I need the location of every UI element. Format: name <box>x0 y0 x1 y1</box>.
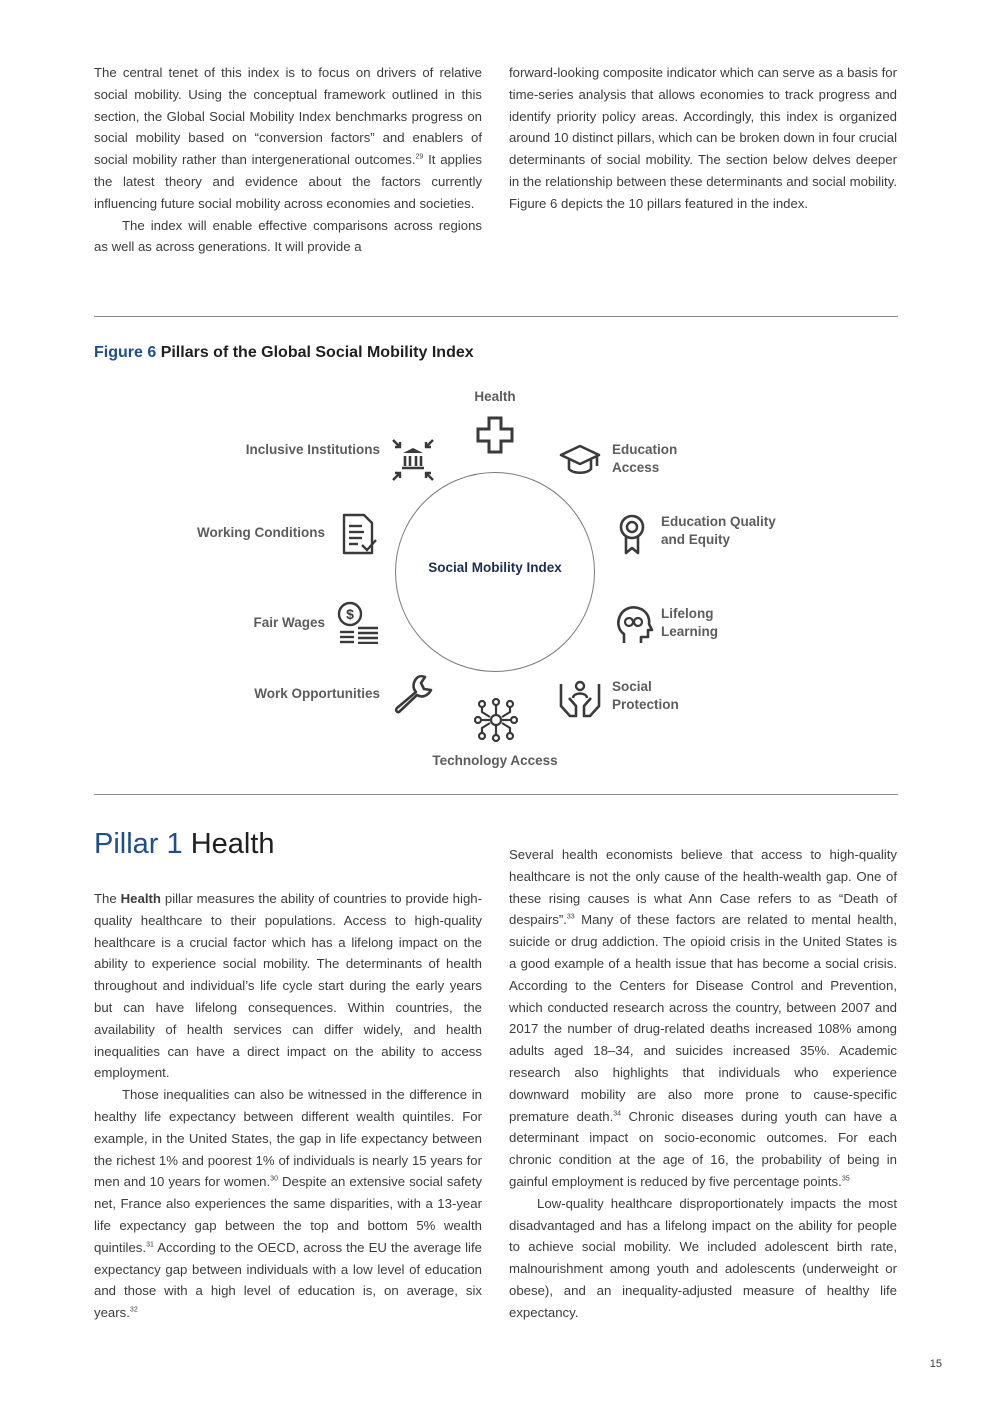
health-cross-icon <box>474 414 518 458</box>
footnote-ref[interactable]: 30 <box>270 1175 278 1183</box>
figure-number: Figure 6 <box>94 344 157 361</box>
intro-paragraph-1: The central tenet of this index is to focus on drivers of relative social mobility. Using the conceptual framework outlined in this section, the Global Social Mobility Index benchmarks progress on social mobility based on “conversion factors” and enablers of social mobility rather than intergenerational outcomes.$^{29}$ It applies the latest theory and evidence about the factors currently influencing future social mobility across economies and societies. <box>94 65 482 211</box>
pillar-label-education-access: Education Access <box>612 442 678 475</box>
divider-bottom <box>94 794 898 795</box>
pillar-paragraph-1: The Health pillar measures the ability of countries to provide high-quality healthcare to their populations. Access to high-quality healthcare is a crucial factor which has a lifelong impact on the ability to experience social mobility. The determinants of health throughout and individual’s life cycle start during the early years but can have lifelong consequences. Within countries, the availability of health services can differ widely, and health inequalities can have a direct impact on the ability to access employment. <box>94 891 483 1081</box>
pillar-label-work-opportunities: Work Opportunities <box>254 686 380 701</box>
pillar-paragraph-4: Low-quality healthcare disproportionately impacts the most disadvantaged and has a lifelong impact on the ability for people to achieve social mobility. We included adolescent birth rate, malnourishment among youth and adolescents (underweight or obese), and an inequality-adjusted measure of healthy life expectancy. <box>509 1195 897 1320</box>
pillar-paragraph-2: Those inequalities can also be witnessed in the difference in healthy life expectancy between different wealth quintiles. For example, in the United States, the gap in life expectancy between the richest 1% and poorest 1% of individuals is nearly 15 years for men and 10 years for women.$^{30}$ Despite an extensive social safety net, France also experiences the same disparities, with a 13-year life expectancy gap between the top and bottom 5% wealth quintiles.$^{31}$ According to the OECD, across the EU the average life expectancy gap between individuals with a low level of education and those with a high level of education is, on average, six years.$^{32}$ <box>94 1087 482 1321</box>
pillar-label-education-quality: Education Quality and Equity <box>661 514 776 547</box>
graduation-cap-icon <box>558 438 602 482</box>
footnote-ref[interactable]: 35 <box>841 1175 850 1183</box>
section-heading <box>94 828 275 861</box>
wrench-icon <box>391 672 435 716</box>
coins-icon <box>336 600 380 644</box>
section-title: Health <box>190 828 275 860</box>
institution-building-icon <box>391 438 435 482</box>
pillar-right-column <box>509 844 897 1324</box>
center-label: Social Mobility Index <box>428 560 562 575</box>
circuit-icon <box>474 698 518 742</box>
intro-right-column <box>509 62 897 215</box>
divider-top <box>94 316 898 317</box>
section-number: Pillar 1 <box>94 828 183 860</box>
checklist-document-icon <box>338 512 382 556</box>
pillar-left-column <box>94 888 482 1324</box>
pillars-diagram <box>0 380 992 780</box>
pillar-label-technology-access: Technology Access <box>432 753 558 768</box>
svg-text:$: $ <box>346 606 354 622</box>
pillar-label-health: Health <box>474 389 516 404</box>
footnote-ref[interactable]: 29 <box>415 153 424 161</box>
figure-title <box>94 344 474 362</box>
intro-paragraph-3: forward-looking composite indicator which can serve as a basis for time-series analysis that allows economies to track progress and identify priority policy areas. Accordingly, this index is organized around 10 distinct pillars, which can be broken down in four crucial determinants of social mobility. The section below delves deeper in the relationship between these determinants and social mobility. Figure 6 depicts the 10 pillars featured in the index. <box>509 65 897 211</box>
hands-protect-icon <box>558 676 602 720</box>
pillar-label-fair-wages: Fair Wages <box>253 615 325 630</box>
intro-left-column <box>94 62 482 258</box>
intro-paragraph-2: The index will enable effective comparisons across regions as well as across generations. It will provide a <box>94 217 482 255</box>
page-number: 15 <box>929 1358 942 1370</box>
pillar-label-lifelong-learning: Lifelong Learning <box>661 606 719 639</box>
footnote-ref[interactable]: 31 <box>146 1241 154 1249</box>
pillar-label-working-conditions: Working Conditions <box>197 525 325 540</box>
footnote-ref[interactable]: 33 <box>566 914 575 921</box>
award-ribbon-icon <box>610 512 654 556</box>
footnote-ref[interactable]: 34 <box>613 1110 622 1118</box>
pillar-label-inclusive-institutions: Inclusive Institutions <box>245 442 380 457</box>
pillar-paragraph-3: Several health economists believe that access to high-quality healthcare is not the only cause of the health-wealth gap. One of these rising causes is what Ann Case refers to as “Death of despairs”.$^{33}$ Many of these factors are related to mental health, suicide or drug addiction. The opioid crisis in the United States is a good example of a health issue that has become a social crisis. According to the Centers for Disease Control and Prevention, which conducted research across the country, between 2007 and 2017 the number of drug-related deaths increased 108% among adults aged 18–34, and suicides increased 35%. Academic research also highlights that individuals who experience downward mobility are also more prone to cause-specific premature death.$^{34}$ Chronic diseases during youth can have a determinant impact on socio-economic outcomes. For each chronic condition at the age of 16, the probability of being in gainful employment is reduced by five percentage points.$^{35}$ <box>509 847 897 1189</box>
head-gears-icon <box>612 602 656 646</box>
footnote-ref[interactable]: 32 <box>129 1306 138 1314</box>
figure-caption: Pillars of the Global Social Mobility Index <box>160 344 474 361</box>
pillar-label-social-protection: Social Protection <box>612 679 679 712</box>
